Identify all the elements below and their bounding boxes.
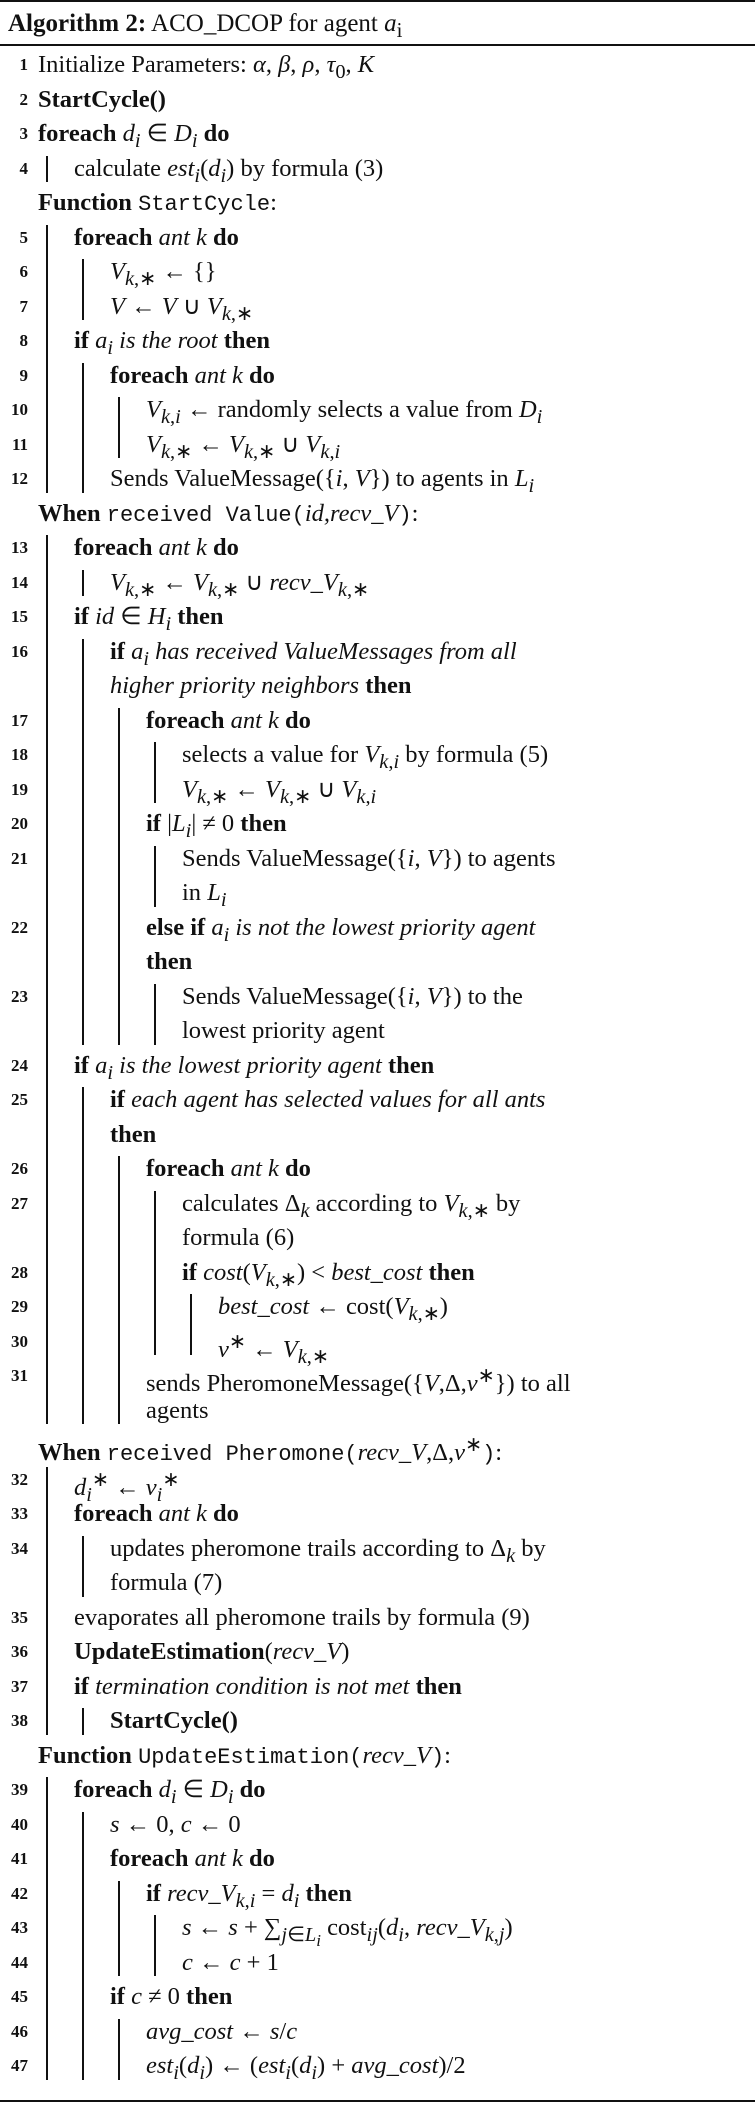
line-content: else if $a_i$ is not the lowest priority agent [146, 913, 536, 946]
line-content: s ← 0, c ← 0 [110, 1810, 241, 1838]
algorithm-line [0, 1428, 755, 1468]
block-bar [46, 225, 48, 493]
algorithm-line [0, 1877, 755, 1911]
line-content: $V_{k,∗}$ ← {} [110, 258, 217, 290]
block-bar [118, 397, 120, 458]
algorithm-line [0, 1670, 755, 1704]
line-number: 17 [11, 710, 28, 730]
line-content: if termination condition is not met then [74, 1672, 462, 1700]
algorithm-line [0, 1566, 755, 1600]
line-number: 28 [11, 1262, 28, 1282]
line-content: calculate $est_i(d_i)$ by formula (3) [74, 154, 384, 187]
line-content: if $\cos t(V_{k,∗})$ < best_cost then [182, 1258, 475, 1291]
line-content: foreach ant k do [74, 534, 239, 561]
block-bar [118, 708, 120, 1045]
algorithm-name: ACO_DCOP for agent $a_i$ [151, 10, 403, 42]
algorithm-line [0, 1049, 755, 1083]
algorithm-line [0, 1290, 755, 1324]
line-number: 10 [11, 400, 28, 419]
algorithm-line [0, 1359, 755, 1398]
line-number: 24 [11, 1055, 28, 1075]
line-number [0, 1014, 28, 1048]
line-content: $V_{k,∗}$ ← $V_{k,∗}$ ∪ $recv\_V_{k,∗}$ [110, 568, 370, 601]
algorithm-line [0, 1808, 755, 1842]
line-content: if c ≠ 0 then [110, 1983, 233, 2010]
algorithm-line [0, 669, 755, 703]
line-content: s ← $s + \sum_{j\in L_i}$ $\cos t_{ij}(d_i$, $recv\_V_{k,j}$) [182, 1914, 513, 1950]
algorithm-line [0, 566, 755, 600]
line-content: When received Pheromone(recv_V,Δ,v∗): [38, 1434, 503, 1468]
block-bar [154, 984, 156, 1045]
line-content: if $a_i$ is the lowest priority agent then [74, 1051, 435, 1084]
line-content: if each agent has selected values for all ants [110, 1086, 546, 1113]
line-number [0, 876, 28, 910]
line-number [0, 1394, 28, 1428]
block-bar [154, 1915, 156, 1976]
line-content: Sends ValueMessage({i, V}) to agents [182, 844, 556, 872]
algorithm-line [0, 1083, 755, 1117]
line-content: if $recv\_V_{k,i} = d_i$ then [146, 1879, 352, 1912]
line-content: foreach ant k do [110, 361, 275, 389]
algorithm-line [0, 1532, 755, 1566]
line-content: Initialize Parameters: α, β, ρ, $\tau_0$, K [38, 51, 375, 83]
algorithm-line [0, 1463, 755, 1506]
block-bar [46, 1467, 48, 1735]
line-content: if $a_i$ has received ValueMessages from all [110, 637, 517, 670]
line-number: 41 [11, 1849, 28, 1868]
line-number: 32 [11, 1469, 28, 1489]
line-number [0, 1739, 28, 1773]
algorithm-line [0, 1946, 755, 1980]
block-bar [82, 363, 84, 493]
line-number [0, 945, 28, 979]
algorithm-line [0, 635, 755, 669]
algorithm-line [0, 2049, 755, 2083]
line-content: foreach $d_i$ ∈ $D_i$ do [38, 120, 230, 152]
line-number [0, 669, 28, 703]
line-content: When received Value(id,recv_V): [38, 499, 419, 528]
block-bar [82, 1087, 84, 1424]
line-content: best_cost ← $\cos t(V_{k,∗})$ [218, 1293, 448, 1325]
line-content: avg_cost ← s/c [146, 2017, 298, 2045]
algorithm-line [0, 497, 755, 531]
line-number: 38 [11, 1711, 28, 1730]
line-number: 45 [11, 1987, 28, 2006]
algorithm-line [0, 2015, 755, 2049]
line-number: 26 [11, 1159, 28, 1178]
line-number: 20 [11, 814, 28, 833]
algorithm-line [0, 1325, 755, 1368]
bottom-rule [0, 2100, 755, 2102]
line-number: 6 [19, 262, 28, 281]
algorithm-line [0, 48, 755, 82]
line-number: 3 [19, 124, 28, 143]
line-content: Function StartCycle: [38, 189, 277, 217]
algorithm-line [0, 359, 755, 393]
line-content: StartCycle() [38, 85, 166, 113]
top-rule [0, 0, 755, 2]
algorithm-line [0, 1773, 755, 1807]
algorithm-line [0, 117, 755, 151]
line-content: foreach ant k do [146, 706, 311, 734]
line-content: higher priority neighbors then [110, 672, 412, 699]
algorithm-line [0, 152, 755, 186]
line-content: $est_i(d_i)$ ← ($est_i(d_i)$ + avg_cost)/2 [146, 2052, 466, 2084]
block-bar [46, 1777, 48, 2080]
algorithm-line [0, 1739, 755, 1773]
algorithm-line [0, 428, 755, 462]
line-content: formula (6) [182, 1224, 295, 1251]
line-number: 39 [11, 1780, 28, 1799]
line-number: 16 [11, 641, 28, 661]
line-content: V ← V ∪ $V_{k,∗}$ [110, 292, 254, 325]
algorithm-line [0, 738, 755, 772]
line-content: v∗ ← $V_{k,∗}$ [218, 1330, 329, 1368]
algorithm-line [0, 393, 755, 427]
line-number: 15 [11, 607, 28, 626]
block-bar [190, 1294, 192, 1355]
line-content: lowest priority agent [182, 1017, 385, 1044]
line-number [0, 1118, 28, 1152]
line-number: 1 [19, 55, 28, 74]
line-number: 43 [11, 1918, 28, 1937]
block-bar [82, 639, 84, 1045]
line-number: 29 [11, 1297, 28, 1316]
algorithm-line [0, 1842, 755, 1876]
line-content: if $a_i$ is the root then [74, 327, 271, 359]
algorithm-line [0, 876, 755, 910]
algorithm-line [0, 773, 755, 807]
algorithm-line [0, 1187, 755, 1221]
algorithm-line [0, 290, 755, 324]
line-number: 47 [11, 2056, 28, 2075]
block-bar [82, 1708, 84, 1735]
line-content: calculates $\Delta_k$ according to $V_{k,∗}$ by [182, 1189, 521, 1222]
algorithm-line [0, 945, 755, 979]
algorithm-caption [8, 6, 402, 42]
algorithm-line [0, 1014, 755, 1048]
line-number: 46 [11, 2021, 28, 2041]
line-number: 18 [11, 745, 28, 764]
line-content: formula (7) [110, 1569, 223, 1596]
line-number [0, 186, 28, 220]
algorithm-line [0, 1152, 755, 1186]
algorithm-line [0, 980, 755, 1014]
line-number: 21 [11, 848, 28, 868]
algorithm-line [0, 1635, 755, 1669]
block-bar [154, 846, 156, 907]
line-content: agents [146, 1396, 209, 1424]
line-number: 8 [19, 331, 28, 350]
algorithm-line [0, 600, 755, 634]
algorithm-line [0, 1256, 755, 1290]
line-number: 34 [11, 1538, 28, 1558]
line-content: if $|L_i| \ne 0$ then [146, 810, 287, 842]
line-number: 2 [19, 89, 28, 109]
algorithm-line [0, 1221, 755, 1255]
line-content: foreach $d_i$ ∈ $D_i$ do [74, 1776, 266, 1808]
block-bar [118, 1156, 120, 1424]
line-number [0, 1566, 28, 1600]
algorithm-line [0, 1980, 755, 2014]
line-number [0, 497, 28, 531]
line-content: then [146, 948, 193, 975]
algorithm-line [0, 221, 755, 255]
line-content: in $L_i$ [182, 879, 227, 911]
line-content: foreach ant k do [146, 1155, 311, 1182]
algorithm-line [0, 842, 755, 876]
line-number: 42 [11, 1883, 28, 1903]
algorithm-line [0, 1118, 755, 1152]
caption-rule [0, 44, 755, 46]
line-number: 11 [11, 434, 28, 454]
line-number: 14 [11, 572, 28, 592]
block-bar [46, 535, 48, 1424]
algorithm-line [0, 1911, 755, 1950]
line-content: foreach ant k do [74, 223, 239, 251]
algorithm-line [0, 911, 755, 945]
algorithm-line [0, 186, 755, 220]
line-number: 5 [19, 227, 28, 247]
block-bar [82, 570, 84, 597]
block-bar [118, 2019, 120, 2080]
line-number: 13 [11, 538, 28, 557]
algorithm-line [0, 1497, 755, 1531]
algorithm-line [0, 324, 755, 358]
line-content: c ← c + 1 [182, 1948, 279, 1976]
algorithm-line [0, 807, 755, 841]
line-number: 33 [11, 1504, 28, 1523]
algorithm-line [0, 1601, 755, 1635]
line-content: selects a value for $V_{k,i}$ by formula (5) [182, 741, 549, 773]
line-number: 4 [19, 158, 28, 178]
line-content: foreach ant k do [110, 1845, 275, 1872]
line-number: 25 [11, 1090, 28, 1109]
block-bar [82, 259, 84, 320]
algorithm-label: Algorithm 2: [8, 10, 147, 37]
line-number: 23 [11, 986, 28, 1006]
algorithm-line [0, 1394, 755, 1428]
line-number: 27 [11, 1193, 28, 1213]
block-bar [82, 1536, 84, 1597]
algorithm-line [0, 1704, 755, 1738]
line-number: 36 [11, 1642, 28, 1661]
line-number [0, 1428, 28, 1462]
line-content: $V_{k,∗}$ ← $V_{k,∗}$ ∪ $V_{k,i}$ [182, 775, 377, 808]
line-number: 19 [11, 779, 28, 799]
block-bar [46, 156, 48, 183]
block-bar [154, 742, 156, 803]
line-content: foreach ant k do [74, 1500, 239, 1527]
line-content: updates pheromone trails according to $\Delta_k$ by [110, 1534, 546, 1567]
block-bar [118, 1881, 120, 1977]
line-number: 9 [19, 365, 28, 385]
line-content: evaporates all pheromone trails by formula (9) [74, 1603, 530, 1631]
algorithm-line [0, 704, 755, 738]
line-number: 44 [11, 1952, 28, 1972]
algorithm-line [0, 531, 755, 565]
line-content: UpdateEstimation(recv_V) [74, 1638, 350, 1665]
line-content: StartCycle() [110, 1707, 238, 1734]
algorithm-line [0, 255, 755, 289]
line-content: Function UpdateEstimation(recv_V): [38, 1741, 451, 1770]
block-bar [154, 1191, 156, 1356]
line-number: 31 [11, 1366, 28, 1385]
algorithm-line [0, 83, 755, 117]
line-number: 30 [11, 1331, 28, 1351]
line-content: $V_{k,∗}$ ← $V_{k,∗}$ ∪ $V_{k,i}$ [146, 430, 341, 463]
line-content: $V_{k,i}$ ← randomly selects a value from $D_i$ [146, 396, 543, 428]
line-content: Sends ValueMessage({i, V}) to agents in $L_i$ [110, 465, 535, 497]
line-number: 7 [19, 296, 28, 316]
line-number: 35 [11, 1607, 28, 1627]
line-content: Sends ValueMessage({i, V}) to the [182, 982, 523, 1010]
line-content: if id ∈ $H_i$ then [74, 603, 224, 635]
algorithm-line [0, 462, 755, 496]
line-content: then [110, 1120, 157, 1148]
line-content: $d_i^∗$ ← $v_i^∗$ [74, 1468, 180, 1506]
line-number [0, 1221, 28, 1255]
line-number: 12 [11, 469, 28, 488]
line-number: 22 [11, 917, 28, 937]
block-bar [82, 1812, 84, 2080]
line-number: 37 [11, 1676, 28, 1696]
line-number: 40 [11, 1814, 28, 1834]
line-content: sends PheromoneMessage({V,Δ,v∗}) to all [146, 1365, 571, 1398]
